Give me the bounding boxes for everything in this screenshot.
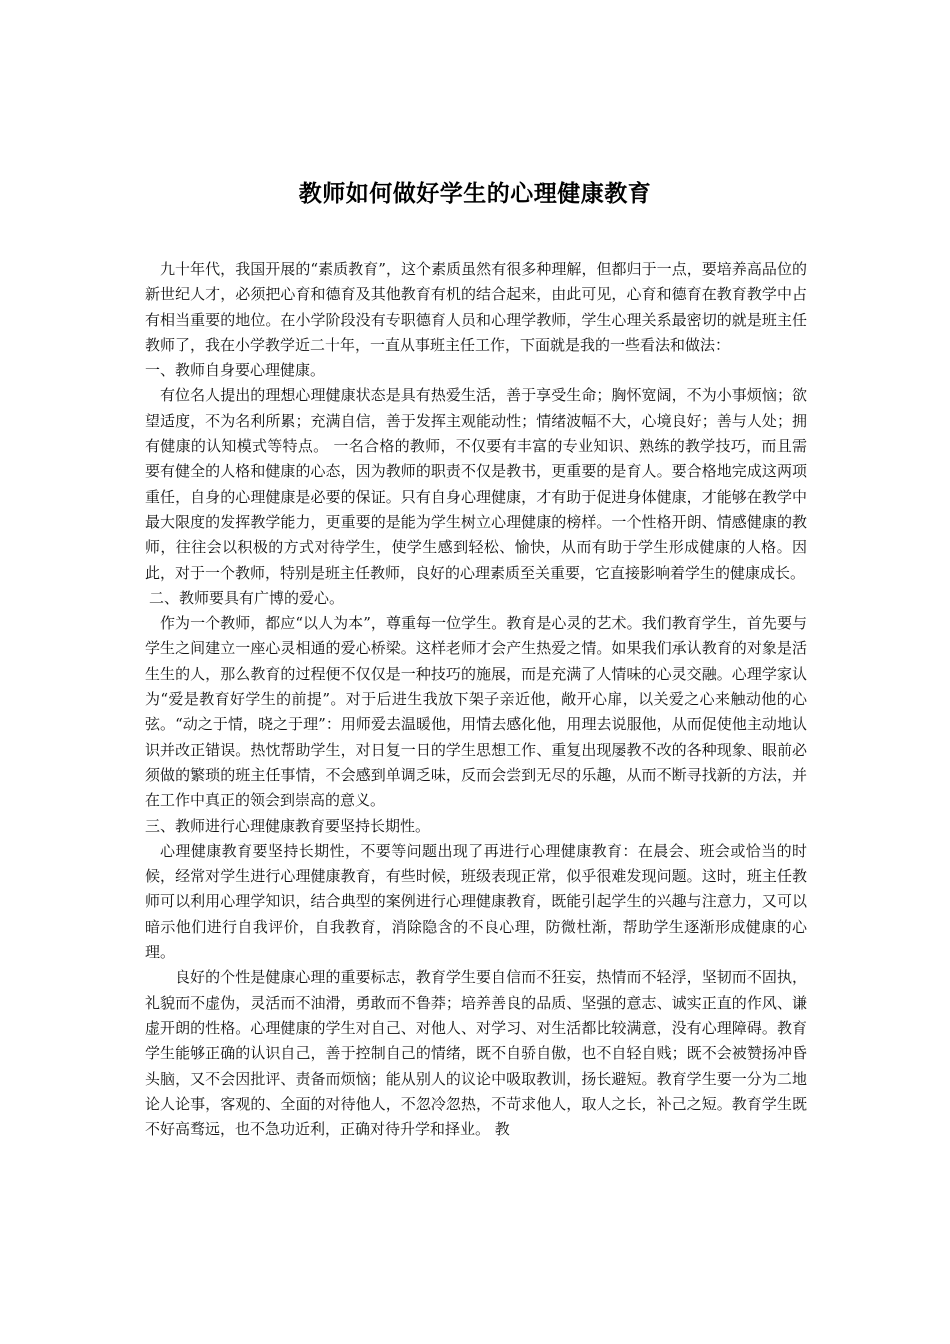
intro-paragraph: 九十年代，我国开展的“素质教育”，这个素质虽然有很多种理解，但都归于一点，要培养高品位的新世纪人才，必须把心育和德育及其他教育有机的结合起来，由此可见，心育和德育在教育教学中占有相当重要的地位。在小学阶段没有专职德育人员和心理学教师，学生心理关系最密切的就是班主任教师了，我在小学教学近二十年，一直从事班主任工作，下面就是我的一些看法和做法： (145, 260, 807, 354)
document-title: 教师如何做好学生的心理健康教育 (298, 181, 652, 207)
section-heading-3: 三、教师进行心理健康教育要坚持长期性。 (145, 816, 431, 835)
section-heading-2: 二、教师要具有广博的爱心。 (149, 588, 345, 607)
section-heading-1: 一、教师自身要心理健康。 (145, 361, 326, 380)
document-body (145, 257, 807, 1142)
personality-paragraph: 良好的个性是健康心理的重要标志，教育学生要自信而不狂妄，热情而不轻浮，坚韧而不固执，礼貌而不虚伪，灵活而不油滑，勇敢而不鲁莽；培养善良的品质、坚强的意志、诚实正直的作风、谦虚开朗的性格。心理健康的学生对自己、对他人、对学习、对生活都比较满意，没有心理障碍。教育学生能够正确的认识自己，善于控制自己的情绪，既不自骄自傲，也不自轻自贱；既不会被赞扬冲昏头脑，又不会因批评、责备而烦恼；能从别人的议论中吸取教训，扬长避短。教育学生要一分为二地论人论事，客观的、全面的对待他人，不忽冷忽热，不苛求他人，取人之长，补己之短。教育学生既不好高骛远，也不急功近利，正确对待升学和择业。 教 (145, 968, 807, 1139)
section-2-paragraph: 作为一个教师，都应“以人为本”，尊重每一位学生。教育是心灵的艺术。我们教育学生，首先要与学生之间建立一座心灵相通的爱心桥梁。这样老师才会产生热爱之情。如果我们承认教育的对象是活生生的人，那么教育的过程便不仅仅是一种技巧的施展，而是充满了人情味的心灵交融。心理学家认为“爱是教育好学生的前提”。对于后进生我放下架子亲近他，敞开心扉，以关爱之心来触动他的心弦。“动之于情，晓之于理”：用师爱去温暖他，用情去感化他，用理去说服他，从而促使他主动地认识并改正错误。热忱帮助学生，对日复一日的学生思想工作、重复出现屡教不改的各种现象、眼前必须做的繁琐的班主任事情，不会感到单调乏味，反而会尝到无尽的乐趣，从而不断寻找新的方法，并在工作中真正的领会到崇高的意义。 (145, 614, 807, 810)
section-3-paragraph: 心理健康教育要坚持长期性，不要等问题出现了再进行心理健康教育：在晨会、班会或恰当的时候，经常对学生进行心理健康教育，有些时候，班级表现正常，似乎很难发现问题。这时，班主任教师可以利用心理学知识，结合典型的案例进行心理健康教育，既能引起学生的兴趣与注意力，又可以暗示他们进行自我评价，自我教育，消除隐含的不良心理，防微杜渐，帮助学生逐渐形成健康的心理。 (145, 841, 807, 962)
section-1-paragraph: 有位名人提出的理想心理健康状态是具有热爱生活，善于享受生命；胸怀宽阔，不为小事烦恼；欲望适度，不为名利所累；充满自信，善于发挥主观能动性；情绪波幅不大，心境良好；善与人处；拥有健康的认知模式等特点。 一名合格的教师，不仅要有丰富的专业知识、熟练的教学技巧，而且需要有健全的人格和健康的心态，因为教师的职责不仅是教书，更重要的是育人。要合格地完成这两项重任，自身的心理健康是必要的保证。只有自身心理健康，才有助于促进身体健康，才能够在教学中最大限度的发挥教学能力，更重要的是能为学生树立心理健康的榜样。一个性格开朗、情感健康的教师，往往会以积极的方式对待学生，使学生感到轻松、愉快，从而有助于学生形成健康的人格。因此，对于一个教师，特别是班主任教师，良好的心理素质至关重要，它直接影响着学生的健康成长。 (145, 386, 807, 582)
